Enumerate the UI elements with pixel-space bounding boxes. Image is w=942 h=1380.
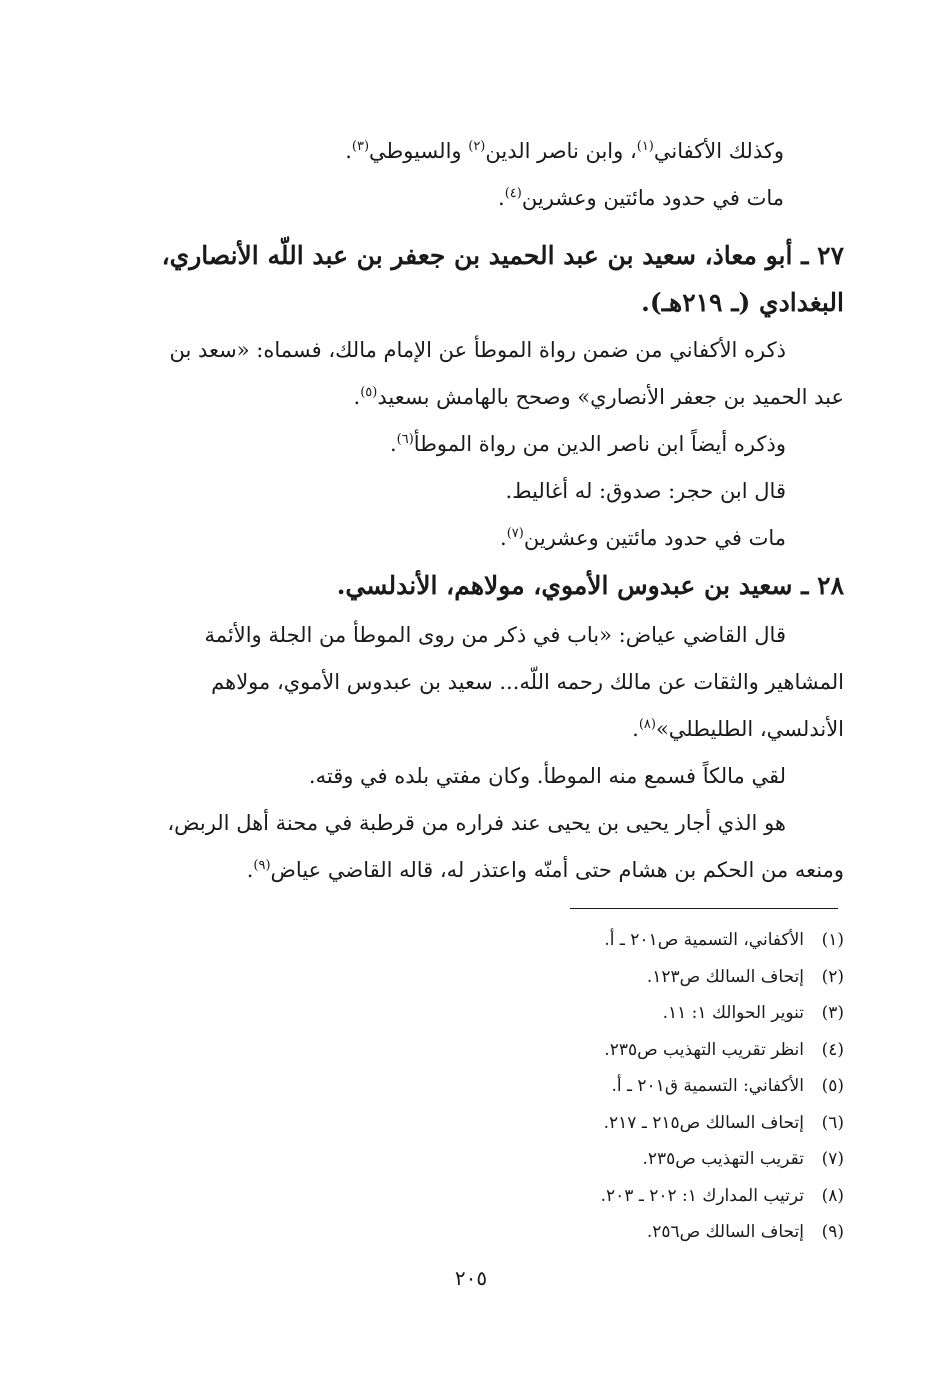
footnote-text: الأكفاني: التسمية ق٢٠١ ـ أ. — [611, 1076, 804, 1096]
footnote-number: (٣) — [821, 1003, 844, 1023]
footnote-text: إتحاف السالك ص٢٥٦. — [646, 1222, 804, 1242]
entry-28-p3-line-2 — [78, 847, 844, 894]
entry-28-p1-line-2: المشاهير والثقات عن مالك رحمه اللّه... سعيد بن عبدوس الأموي، مولاهم — [211, 670, 844, 694]
footnote-ref[interactable]: (٢) — [468, 139, 486, 154]
footnote-text: تنوير الحوالك ١: ١١. — [662, 1003, 804, 1023]
text-run: وكذلك الأكفاني — [653, 139, 784, 163]
footnotes-list — [374, 922, 844, 1251]
footnote-number: (٥) — [821, 1076, 844, 1096]
entry-27-p3: قال ابن حجر: صدوق: له أغاليط. — [505, 479, 786, 503]
footnote-ref[interactable]: (٥) — [360, 385, 378, 400]
footnote-number: (٤) — [821, 1039, 844, 1060]
footnote-ref[interactable]: (٣) — [351, 139, 370, 154]
text-run: مات في حدود مائتين وعشرين — [523, 526, 786, 550]
footnote-text: انظر تقريب التهذيب ص٢٣٥. — [604, 1039, 804, 1060]
entry-27-heading — [74, 232, 844, 326]
footnote-text: الأكفاني، التسمية ص٢٠١ ـ أ. — [604, 930, 804, 950]
footnote-ref[interactable]: (٨) — [638, 717, 656, 732]
text-run: . — [353, 385, 361, 409]
entry-28-p3-line-1: هو الذي أجار يحيى بن يحيى عند فراره من قرطبة في محنة أهل الربض، — [167, 811, 786, 835]
text-run: . — [246, 858, 254, 882]
footnote-ref[interactable]: (٦) — [396, 432, 414, 447]
footnote-2 — [374, 959, 844, 996]
footnote-1 — [374, 922, 844, 959]
intro-line-1 — [84, 128, 784, 175]
text-run: مات في حدود مائتين وعشرين — [521, 186, 784, 210]
footnote-text: تقريب التهذيب ص٢٣٥. — [642, 1149, 804, 1169]
text-run: . — [389, 432, 397, 456]
entry-27-p2 — [78, 421, 844, 468]
text-run: . — [345, 139, 352, 163]
footnote-7 — [374, 1141, 844, 1178]
footnote-5 — [374, 1068, 844, 1105]
footnote-number: (٢) — [821, 966, 844, 987]
text-run: ، وابن ناصر الدين — [485, 139, 637, 163]
intro-paragraph — [84, 128, 784, 222]
footnote-number: (٩) — [821, 1222, 844, 1242]
entry-27-body — [78, 327, 844, 562]
heading-line-1: ٢٧ ـ أبو معاذ، سعيد بن عبد الحميد بن جعفر بن عبد اللّه الأنصاري، — [161, 241, 844, 270]
entry-28-p2: لقي مالكاً فسمع منه الموطأ. وكان مفتي بلده في وقته. — [308, 764, 786, 788]
text-run: . — [632, 717, 639, 741]
text-run: . — [498, 186, 505, 210]
heading-line-2: البغدادي (ـ ٢١٩هـ). — [641, 288, 844, 317]
footnote-ref[interactable]: (٧) — [506, 526, 524, 541]
entry-27-p1-line-1: ذكره الأكفاني من ضمن رواة الموطأ عن الإمام مالك، فسماه: «سعد بن — [169, 338, 786, 362]
entry-28-heading — [74, 562, 844, 609]
footnote-ref[interactable]: (١) — [636, 139, 654, 154]
text-run: والسيوطي — [369, 139, 469, 163]
footnote-separator — [570, 908, 838, 909]
footnote-number: (٨) — [821, 1185, 844, 1206]
footnote-text: إتحاف السالك ص٢١٥ ـ ٢١٧. — [603, 1112, 804, 1133]
footnote-6 — [374, 1105, 844, 1142]
entry-28-body — [78, 612, 844, 894]
footnote-8 — [374, 1178, 844, 1215]
text-run: ومنعه من الحكم بن هشام حتى أمنّه واعتذر له، قاله القاضي عياض — [270, 858, 844, 882]
entry-28-p1-line-1: قال القاضي عياض: «باب في ذكر من روى الموطأ من الجلة والأئمة — [204, 623, 786, 647]
text-run: عبد الحميد بن جعفر الأنصاري» وصحح بالهامش بسعيد — [377, 385, 844, 409]
footnote-ref[interactable]: (٤) — [504, 186, 522, 201]
heading-line: ٢٨ ـ سعيد بن عبدوس الأموي، مولاهم، الأندلسي. — [336, 571, 844, 600]
footnote-9 — [374, 1214, 844, 1251]
footnote-text: ترتيب المدارك ١: ٢٠٢ ـ ٢٠٣. — [600, 1185, 804, 1206]
footnote-3 — [374, 995, 844, 1032]
entry-27-p4 — [78, 515, 844, 562]
intro-line-2 — [84, 175, 784, 222]
entry-27-p1-line-2 — [78, 374, 844, 421]
entry-28-p1-line-3 — [78, 706, 844, 753]
page-number: ٢٠٥ — [454, 1266, 488, 1290]
footnote-number: (٦) — [821, 1112, 844, 1133]
footnote-4 — [374, 1032, 844, 1069]
text-run: وذكره أيضاً ابن ناصر الدين من رواة الموطأ — [413, 432, 786, 456]
footnote-ref[interactable]: (٩) — [253, 858, 271, 873]
text-run: الأندلسي، الطليطلي» — [655, 717, 844, 741]
text-run: . — [500, 526, 507, 550]
footnote-number: (٧) — [821, 1149, 844, 1169]
footnote-text: إتحاف السالك ص١٢٣. — [646, 966, 804, 987]
footnote-number: (١) — [821, 930, 844, 950]
